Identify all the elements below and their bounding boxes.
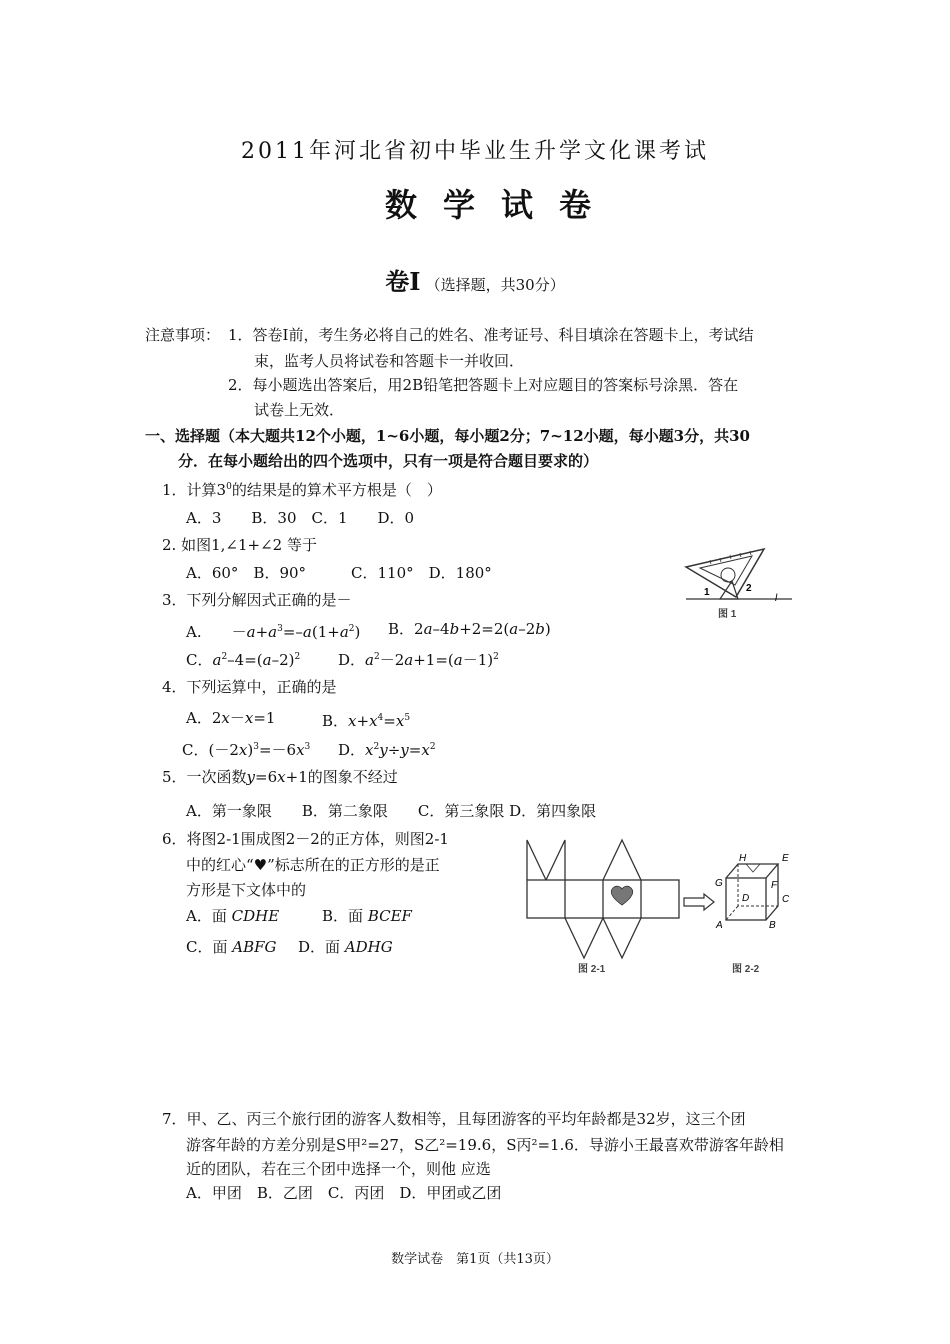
q5-options: A．第一象限 B．第二象限 C．第三象限 D．第四象限 bbox=[186, 802, 597, 820]
figure-2-2 bbox=[712, 848, 802, 980]
q6-option-d: D．面 ADHG bbox=[298, 938, 393, 956]
q3-option-c: C．$a^2-4=(a-2)^2$ bbox=[186, 651, 301, 669]
notice-item2-b: 试卷上无效． bbox=[254, 401, 345, 419]
notice-label: 注意事项： bbox=[145, 326, 221, 344]
q6-line3: 方形是下文体中的 bbox=[186, 881, 307, 899]
q3-option-a: A. $-a+a^3=-a(1+a^2)$ bbox=[186, 623, 361, 641]
part-heading bbox=[0, 262, 950, 297]
fig21-caption: 图 2-1 bbox=[578, 964, 606, 975]
q7-line1: 7．甲、乙、丙三个旅行团的游客人数相等，且每团游客的平均年龄都是32岁，这三个团 bbox=[162, 1110, 746, 1128]
exam-title: 2011年河北省初中毕业生升学文化课考试 bbox=[241, 139, 709, 164]
q4-stem: 4．下列运算中，正确的是 bbox=[162, 678, 337, 696]
cube-label-f: F bbox=[771, 880, 778, 891]
q4-option-a: A．2x－x=1 bbox=[186, 709, 276, 727]
cube-label-b: B bbox=[769, 920, 776, 931]
q4-option-b: B．$x+x^4=x^5$ bbox=[322, 712, 411, 730]
notice-item1-b: 束，监考人员将试卷和答题卡一并收回． bbox=[254, 352, 525, 370]
q6-option-c: C．面 ABFG bbox=[186, 938, 277, 956]
fig21-net bbox=[527, 840, 679, 958]
section1-heading-b: 分．在每小题给出的四个选项中，只有一项是符合题目要求的） bbox=[178, 452, 599, 470]
fig1-label-l: l bbox=[775, 593, 778, 604]
q2-options: A．60° B．90° C．110° D．180° bbox=[186, 564, 492, 582]
fig22-caption: 图 2-2 bbox=[732, 964, 760, 975]
cube-label-d: D bbox=[742, 893, 750, 904]
notice-item1-a: 1．答卷Ⅰ前，考生务必将自己的姓名、准考证号、科目填涂在答题卡上，考试结 bbox=[228, 326, 754, 344]
cube-label-h: H bbox=[739, 853, 747, 864]
q3-option-d: D．$a^2-2a+1=(a-1)^2$ bbox=[338, 651, 499, 669]
figure-2-1 bbox=[520, 828, 690, 978]
q7-options: A．甲团 B．乙团 C．丙团 D．甲团或乙团 bbox=[186, 1184, 502, 1202]
page-footer: 数学试卷 第1页（共13页） bbox=[391, 1252, 559, 1267]
fig22-heart-mark bbox=[746, 864, 760, 872]
fig21-heart-icon bbox=[611, 886, 632, 905]
q3-option-b: B．2a–4b+2=2(a–2b) bbox=[388, 620, 551, 638]
q4-option-d: D．$x^2y\div y=x^2$ bbox=[338, 741, 436, 759]
part-label: 卷Ⅰ bbox=[385, 267, 421, 296]
fig1-angle-1: 1 bbox=[704, 587, 710, 598]
cube-label-e: E bbox=[782, 853, 789, 864]
cube-label-g: G bbox=[715, 878, 723, 889]
q2-stem: 2. 如图1,∠1+∠2 等于 bbox=[162, 536, 317, 554]
q6-line2: 中的红心“♥”标志所在的正方形的是正 bbox=[186, 856, 440, 874]
notice-item2-a: 2．每小题选出答案后，用2B铅笔把答题卡上对应题目的答案标号涂黑．答在 bbox=[228, 376, 739, 394]
cube-label-a: A bbox=[716, 920, 723, 931]
fig1-caption: 图 1 bbox=[718, 609, 737, 620]
cube-label-c: C bbox=[782, 894, 790, 905]
subject-title: 数学试卷 bbox=[384, 186, 617, 224]
figure-1 bbox=[680, 545, 800, 625]
q6-option-a: A．面 CDHE bbox=[186, 907, 280, 925]
q6-line1: 6．将图2-1围成图2－2的正方体，则图2-1 bbox=[162, 830, 449, 848]
fig1-hole bbox=[721, 568, 735, 582]
section1-heading-a: 一、选择题（本大题共12个小题，1~6小题，每小题2分；7~12小题，每小题3分，共30 bbox=[145, 427, 750, 445]
q6-option-b: B．面 BCEF bbox=[322, 907, 412, 925]
q7-line3: 近的团队，若在三个团中选择一个，则他 应选 bbox=[186, 1160, 491, 1178]
q5-stem: 5．一次函数y=6x+1的图象不经过 bbox=[162, 768, 398, 786]
q3-stem: 3．下列分解因式正确的是－ bbox=[162, 591, 352, 609]
q7-line2: 游客年龄的方差分别是S甲²=27，S乙²=19.6，S丙²=1.6．导游小王最喜欢带游客年龄相 bbox=[186, 1136, 784, 1154]
q1-stem: 1．计算$3^0$的结果是的算术平方根是（ ） bbox=[162, 481, 442, 499]
part-note: （选择题，共30分） bbox=[425, 276, 565, 294]
q1-options: A．3 B．30 C．1 D．0 bbox=[186, 509, 415, 527]
q4-option-c: C．$(-2x)^3=-6x^3$ bbox=[182, 741, 311, 759]
fig1-angle-2: 2 bbox=[746, 583, 752, 594]
